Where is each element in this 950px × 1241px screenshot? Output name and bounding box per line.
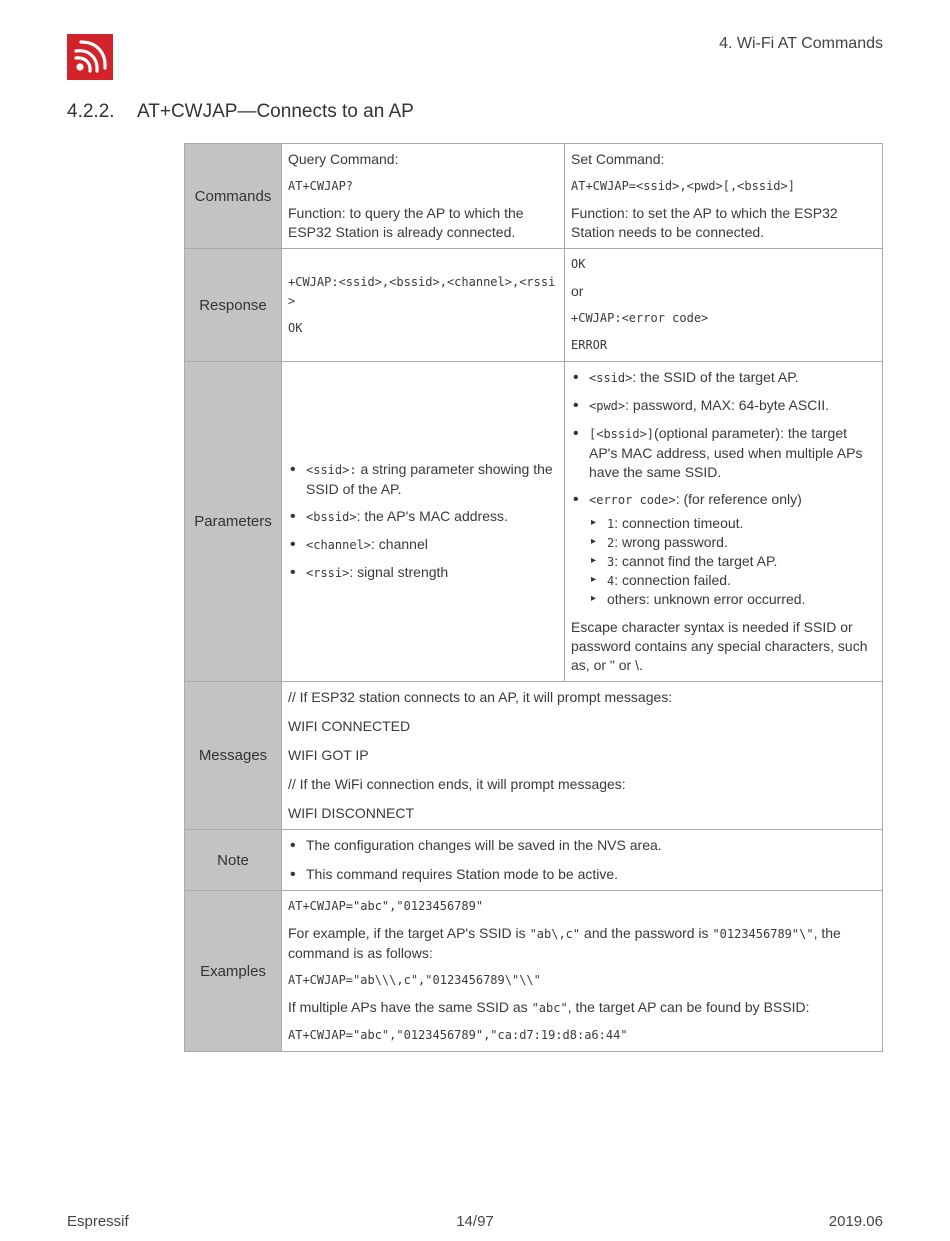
set-command-cell	[565, 144, 883, 249]
example-code-2: AT+CWJAP="ab\\\,c","0123456789\"\\"	[288, 973, 541, 987]
set-response-cell	[565, 249, 883, 362]
error-code: 4	[607, 574, 615, 588]
examples-cell	[282, 891, 883, 1052]
query-response-cell	[282, 249, 565, 362]
param-text: (optional parameter): the target AP's MAC address, used when multiple APs have the same SSID.	[589, 425, 863, 480]
example-desc-1	[288, 924, 876, 963]
footer-page-number: 14/97	[456, 1213, 494, 1230]
set-response-ok: OK	[571, 257, 586, 271]
footer-date: 2019.06	[828, 1213, 883, 1230]
list-item: • This command requires Station mode to be active.	[288, 865, 876, 884]
error-text: : cannot find the target AP.	[614, 553, 778, 569]
footer-company: Espressif	[67, 1213, 129, 1230]
error-text: : wrong password.	[614, 534, 728, 550]
error-code: 1	[607, 517, 615, 531]
set-command-code: AT+CWJAP=<ssid>,<pwd>[,<bssid>]	[571, 179, 795, 193]
list-item	[589, 533, 876, 552]
param-code: <channel>	[306, 538, 372, 552]
set-command-desc: Function: to set the AP to which the ESP32 Station needs to be connected.	[571, 205, 838, 240]
list-item	[288, 507, 558, 527]
section-number: 4.2.2.	[67, 101, 115, 122]
query-parameters-cell	[282, 362, 565, 682]
set-response-error-code: +CWJAP:<error code>	[571, 311, 709, 325]
query-command-cell	[282, 144, 565, 249]
param-text: : password, MAX: 64-byte ASCII.	[625, 397, 829, 413]
error-code-list	[589, 514, 876, 608]
list-item: • The configuration changes will be saved in the NVS area.	[288, 836, 876, 855]
list-item	[571, 396, 876, 416]
parameters-label: Parameters	[185, 362, 282, 682]
list-item	[288, 563, 558, 583]
query-command-code: AT+CWJAP?	[288, 179, 354, 193]
examples-label: Examples	[185, 891, 282, 1052]
messages-cell	[282, 682, 883, 830]
message-line: // If the WiFi connection ends, it will prompt messages:	[288, 776, 626, 792]
error-text: : connection failed.	[614, 572, 731, 588]
message-line: WIFI CONNECTED	[288, 718, 411, 734]
desc-code: "abc"	[531, 1001, 568, 1015]
param-text: a string parameter showing the SSID of the AP.	[306, 461, 553, 497]
query-command-title: Query Command:	[288, 151, 399, 167]
param-code: <error code>	[589, 493, 676, 507]
list-item	[288, 535, 558, 555]
query-response-ok: OK	[288, 320, 303, 335]
desc-text: , the command is as follows:	[288, 925, 841, 961]
note-label: Note	[185, 830, 282, 891]
example-code-3: AT+CWJAP="abc","0123456789","ca:d7:19:d8:a6:44"	[288, 1028, 628, 1042]
command-table	[184, 143, 883, 1052]
chapter-header: 4. Wi-Fi AT Commands	[719, 35, 883, 52]
error-text: : connection timeout.	[614, 515, 744, 531]
note-row	[185, 830, 883, 891]
espressif-logo-icon	[67, 34, 113, 80]
list-item	[571, 424, 876, 482]
query-response-line: +CWJAP:<ssid>,<bssid>,<channel>,<rssi>	[288, 274, 556, 308]
message-line: // If ESP32 station connects to an AP, it will prompt messages:	[288, 689, 673, 705]
error-code: 2	[607, 536, 615, 550]
commands-label: Commands	[185, 144, 282, 249]
param-code: <ssid>:	[306, 463, 357, 477]
param-code: <rssi>	[306, 566, 350, 580]
commands-row	[185, 144, 883, 249]
list-item	[589, 590, 876, 608]
example-code-1: AT+CWJAP="abc","0123456789"	[288, 899, 484, 913]
messages-row	[185, 682, 883, 830]
list-item	[589, 514, 876, 533]
message-line: WIFI GOT IP	[288, 747, 369, 763]
parameters-row	[185, 362, 883, 682]
query-command-desc: Function: to query the AP to which the ESP32 Station is already connected.	[288, 205, 524, 240]
error-code: 3	[607, 555, 615, 569]
desc-text: , the target AP can be found by BSSID:	[567, 999, 810, 1015]
examples-row	[185, 891, 883, 1052]
list-item	[571, 490, 876, 608]
example-desc-2	[288, 998, 876, 1018]
param-text: : the AP's MAC address.	[356, 508, 508, 524]
desc-text: For example, if the target AP's SSID is	[288, 925, 530, 941]
escape-note: Escape character syntax is needed if SSID or password contains any special characters, such as, or " or \.	[571, 619, 868, 673]
param-text: : (for reference only)	[675, 491, 802, 507]
param-code: [<bssid>]	[589, 427, 655, 441]
set-response-or: or	[571, 283, 584, 299]
query-parameters-list	[288, 460, 558, 583]
section-heading: AT+CWJAP—Connects to an AP	[137, 101, 414, 122]
set-parameters-cell	[565, 362, 883, 682]
response-row	[185, 249, 883, 362]
param-code: <pwd>	[589, 399, 626, 413]
desc-code: "0123456789"\"	[712, 927, 814, 941]
response-label: Response	[185, 249, 282, 362]
set-parameters-list	[571, 368, 876, 608]
list-item	[571, 368, 876, 388]
note-cell	[282, 830, 883, 891]
param-code: <bssid>	[306, 510, 357, 524]
param-text: : channel	[371, 536, 428, 552]
note-list	[288, 836, 876, 884]
messages-label: Messages	[185, 682, 282, 830]
message-line: WIFI DISCONNECT	[288, 805, 414, 821]
section-title	[67, 101, 414, 123]
list-item	[589, 552, 876, 571]
param-text: : signal strength	[349, 564, 449, 580]
list-item	[589, 571, 876, 590]
param-code: <ssid>	[589, 371, 633, 385]
list-item	[288, 460, 558, 499]
error-text: others: unknown error occurred.	[607, 591, 806, 607]
param-text: : the SSID of the target AP.	[632, 369, 799, 385]
desc-text: and the password is	[580, 925, 713, 941]
desc-code: "ab\,c"	[529, 927, 581, 941]
desc-text: If multiple APs have the same SSID as	[288, 999, 532, 1015]
set-response-error: ERROR	[571, 338, 608, 352]
set-command-title: Set Command:	[571, 151, 665, 167]
